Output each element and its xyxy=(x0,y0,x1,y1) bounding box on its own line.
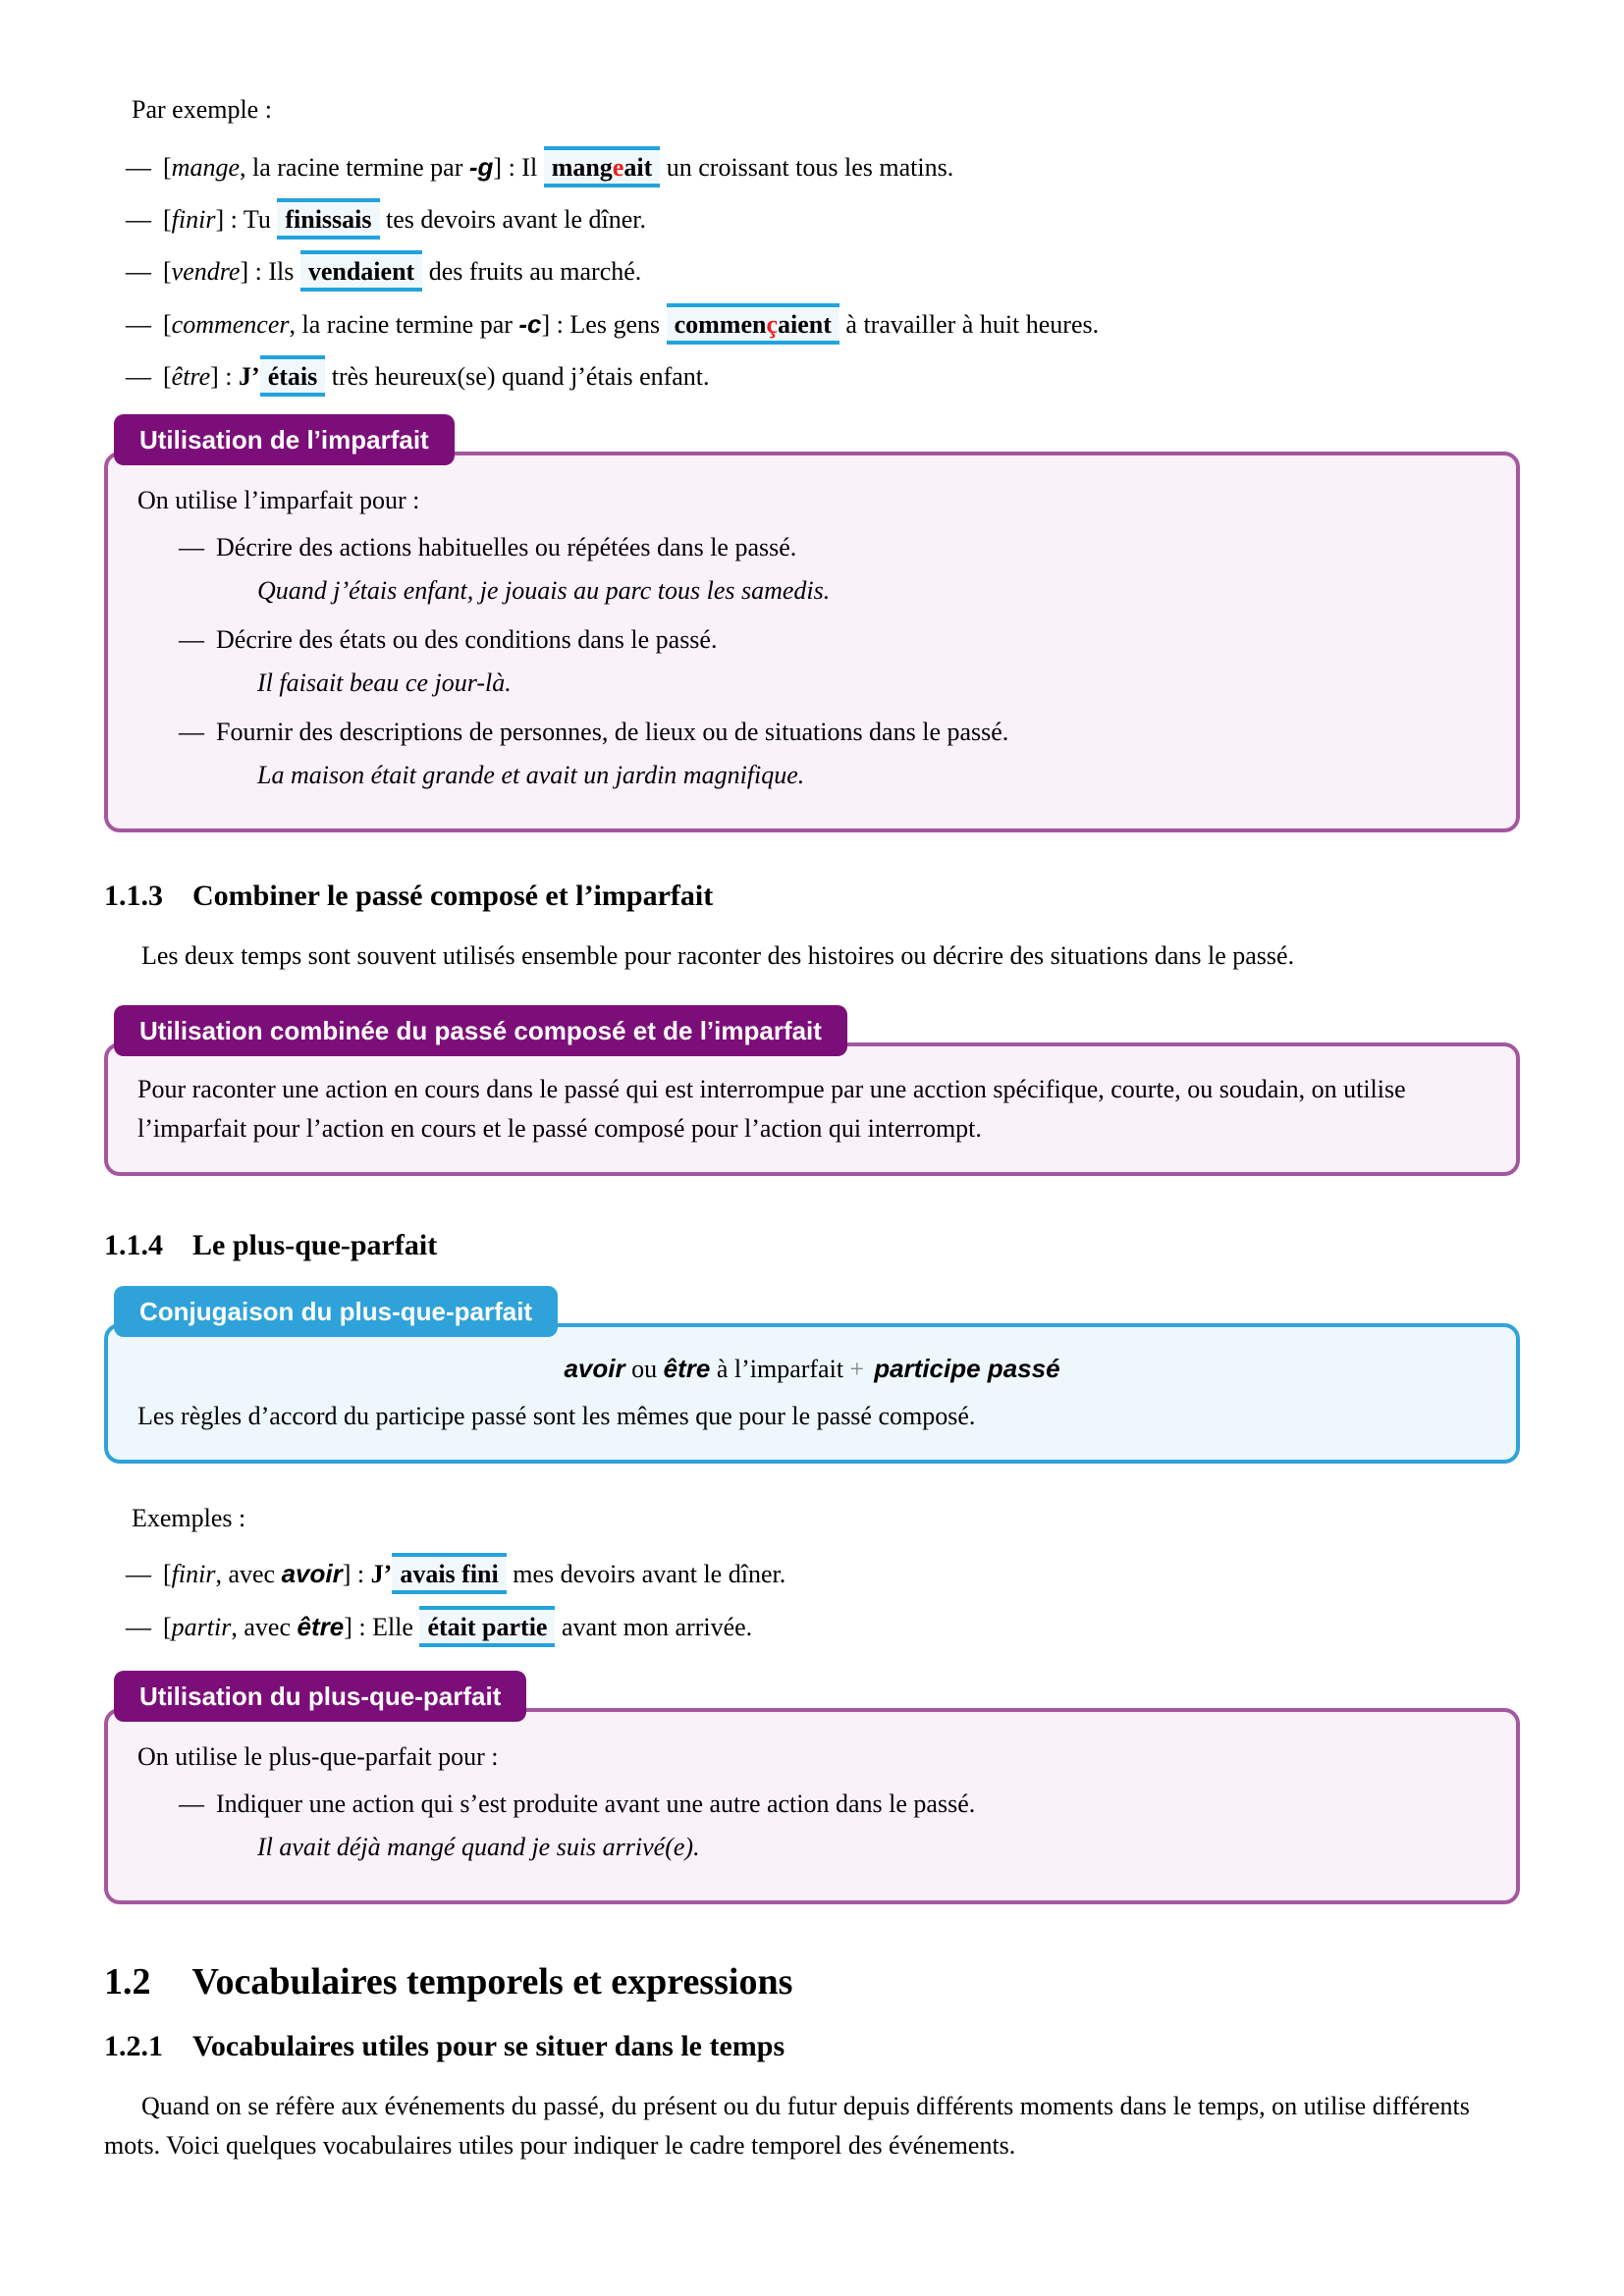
item-dash: — xyxy=(126,310,151,339)
conjugated-verb-highlight: étais xyxy=(260,355,326,397)
item-dash: — xyxy=(179,533,204,561)
callout-title-tab xyxy=(114,1671,526,1722)
bracket-close: ] : xyxy=(210,362,240,391)
section-title: Combiner le passé composé et l’imparfait xyxy=(192,880,714,912)
auxiliary-name: avoir xyxy=(281,1559,343,1588)
usage-item xyxy=(179,528,1487,567)
bracket-close: ] : Il xyxy=(493,153,544,182)
item-dash: — xyxy=(179,625,204,654)
callout-title: Utilisation de l’imparfait xyxy=(139,425,429,454)
example-item-partir-etre xyxy=(126,1607,1520,1647)
bracket-open: [ xyxy=(163,1560,172,1588)
verb-ending: -c xyxy=(518,309,542,339)
example-rest: avant mon arrivée. xyxy=(555,1613,753,1641)
conjugation-formula xyxy=(137,1349,1487,1389)
callout-title: Conjugaison du plus-que-parfait xyxy=(139,1297,533,1326)
subject-pronoun: J’ xyxy=(370,1560,393,1588)
example-rest: très heureux(se) quand j’étais enfant. xyxy=(325,362,710,391)
section-title: Le plus-que-parfait xyxy=(192,1229,438,1261)
conjugated-verb-highlight: avais fini xyxy=(392,1553,506,1594)
item-dash: — xyxy=(179,1789,204,1818)
item-dash: — xyxy=(126,205,151,234)
example-rest: tes devoirs avant le dîner. xyxy=(379,205,646,234)
usage-example: Quand j’étais enfant, je jouais au parc tous les samedis. xyxy=(257,576,831,605)
example-text xyxy=(163,1560,785,1588)
example-text xyxy=(163,355,710,397)
conjugated-verb-highlight: était partie xyxy=(419,1606,555,1647)
highlight-pre: mang xyxy=(551,153,613,182)
bracket-open: [ xyxy=(163,1613,172,1641)
example-mid: , la racine termine par xyxy=(289,310,519,339)
example-text xyxy=(163,250,641,292)
item-dash: — xyxy=(126,153,151,182)
callout-title-tab xyxy=(114,414,455,465)
example-text xyxy=(163,1613,752,1641)
example-item-mange xyxy=(126,147,1520,187)
usage-example: Il faisait beau ce jour-là. xyxy=(257,668,512,697)
section-heading-12 xyxy=(104,1959,1520,2004)
callout-title-tab xyxy=(114,1286,558,1337)
conjugated-verb-highlight xyxy=(544,146,661,187)
callout-title: Utilisation combinée du passé composé et de l’imparfait xyxy=(139,1016,822,1045)
section-title: Vocabulaires temporels et expressions xyxy=(191,1961,793,2002)
bracket-open: [ xyxy=(163,205,172,234)
bracket-open: [ xyxy=(163,362,172,391)
subsection-heading-121 xyxy=(104,2028,1520,2065)
callout-combined-usage xyxy=(104,1005,1520,1176)
auxiliary-avoir: avoir xyxy=(564,1354,625,1383)
callout-intro: On utilise l’imparfait pour : xyxy=(137,486,420,514)
bracket-close: ] : Tu xyxy=(215,205,278,234)
item-dash: — xyxy=(126,1560,151,1588)
section-number: 1.2 xyxy=(104,1961,151,2002)
highlight-post: aient xyxy=(778,310,832,339)
callout-text: Pour raconter une action en cours dans le passé qui est interrompue par une acction spécifique, courte, ou soudain, on utilise l’imparfait pour l’action en cours et le passé composé pour l’action qui interrompt. xyxy=(137,1075,1406,1143)
highlight-pre: commen xyxy=(674,310,767,339)
example-rest: mes devoirs avant le dîner. xyxy=(506,1560,786,1588)
conjugated-verb-highlight xyxy=(667,303,839,345)
bracket-open: [ xyxy=(163,257,172,286)
verb-infinitive: partir xyxy=(171,1613,232,1641)
callout-body xyxy=(104,1042,1520,1176)
example-mid: , la racine termine par xyxy=(240,153,469,182)
highlight-post: ait xyxy=(623,153,653,182)
intro-label: Par exemple : xyxy=(132,95,272,124)
verb-ending: -g xyxy=(468,152,494,182)
callout-body xyxy=(104,1708,1520,1904)
example-item-finir-avoir xyxy=(126,1554,1520,1594)
usage-text: Fournir des descriptions de personnes, de lieux ou de situations dans le passé. xyxy=(216,718,1009,746)
callout-title: Utilisation du plus-que-parfait xyxy=(139,1682,502,1711)
example-rest: à travailler à huit heures. xyxy=(839,310,1100,339)
usage-item xyxy=(179,1785,1487,1824)
verb-infinitive: commencer xyxy=(171,310,290,339)
plus-sign: + xyxy=(849,1355,865,1383)
agreement-note: Les règles d’accord du participe passé sont les mêmes que pour le passé composé. xyxy=(137,1402,976,1430)
subsection-heading-114 xyxy=(104,1227,1520,1264)
verb-infinitive: finir xyxy=(171,1560,216,1588)
imparfait-example-list xyxy=(104,147,1520,397)
verb-infinitive: être xyxy=(171,362,211,391)
usage-item xyxy=(179,620,1487,660)
example-rest: des fruits au marché. xyxy=(422,257,642,286)
bracket-close: ] : Ils xyxy=(240,257,300,286)
example-text xyxy=(163,198,646,240)
section-number: 1.2.1 xyxy=(104,2030,163,2062)
past-participle-label: participe passé xyxy=(874,1354,1060,1383)
example-rest: un croissant tous les matins. xyxy=(660,153,954,182)
example-text xyxy=(163,153,953,182)
item-dash: — xyxy=(126,1613,151,1641)
formula-or: ou xyxy=(624,1355,664,1383)
usage-text: Décrire des états ou des conditions dans le passé. xyxy=(216,625,718,654)
bracket-close: ] : Les gens xyxy=(541,310,667,339)
usage-text: Indiquer une action qui s’est produite avant une autre action dans le passé. xyxy=(216,1789,976,1818)
subject-pronoun: J’ xyxy=(239,362,260,391)
formula-mid: à l’imparfait xyxy=(710,1355,850,1383)
item-dash: — xyxy=(126,362,151,391)
pqp-example-list xyxy=(104,1554,1520,1647)
bracket-open: [ xyxy=(163,310,172,339)
usage-example: La maison était grande et avait un jardin magnifique. xyxy=(257,761,805,789)
conjugated-verb-highlight: finissais xyxy=(277,198,379,240)
conjugated-verb-highlight: vendaient xyxy=(300,250,422,292)
bracket-close: ] : Elle xyxy=(344,1613,420,1641)
auxiliary-etre: être xyxy=(663,1354,711,1383)
example-mid: , avec xyxy=(215,1560,282,1588)
paragraph-113: Les deux temps sont souvent utilisés ensemble pour raconter des histoires ou décrire des situations dans le passé. xyxy=(141,941,1295,970)
verb-infinitive: mange xyxy=(171,153,240,182)
auxiliary-name: être xyxy=(297,1612,345,1641)
subsection-heading-113 xyxy=(104,878,1520,915)
verb-infinitive: vendre xyxy=(171,257,241,286)
example-item-commencer xyxy=(126,304,1520,345)
item-dash: — xyxy=(179,718,204,746)
bracket-close: ] : xyxy=(342,1560,371,1588)
callout-body xyxy=(104,452,1520,832)
callout-pqp-conjugation xyxy=(104,1286,1520,1464)
verb-infinitive: finir xyxy=(171,205,216,234)
inserted-letter: e xyxy=(612,153,624,182)
callout-intro: On utilise le plus-que-parfait pour : xyxy=(137,1742,499,1771)
bracket-open: [ xyxy=(163,153,172,182)
inserted-letter: ç xyxy=(766,310,779,339)
callout-imparfait-usage xyxy=(104,414,1520,832)
usage-example: Il avait déjà mangé quand je suis arrivé(e). xyxy=(257,1833,700,1861)
callout-pqp-usage xyxy=(104,1671,1520,1904)
callout-body xyxy=(104,1323,1520,1464)
usage-text: Décrire des actions habituelles ou répétées dans le passé. xyxy=(216,533,797,561)
example-mid: , avec xyxy=(231,1613,298,1641)
section-number: 1.1.3 xyxy=(104,880,163,912)
item-dash: — xyxy=(126,257,151,286)
example-text xyxy=(163,310,1099,339)
example-item-etre xyxy=(126,357,1520,397)
section-title: Vocabulaires utiles pour se situer dans le temps xyxy=(192,2030,785,2062)
usage-item xyxy=(179,713,1487,752)
example-item-vendre xyxy=(126,252,1520,292)
examples-label: Exemples : xyxy=(132,1504,246,1532)
paragraph-121: Quand on se réfère aux événements du passé, du présent ou du futur depuis différents moments dans le temps, on utilise différents mots. Voici quelques vocabulaires utiles pour indiquer le cadre temporel des événements. xyxy=(104,2092,1470,2160)
section-number: 1.1.4 xyxy=(104,1229,163,1261)
callout-title-tab xyxy=(114,1005,847,1056)
example-item-finir xyxy=(126,200,1520,240)
